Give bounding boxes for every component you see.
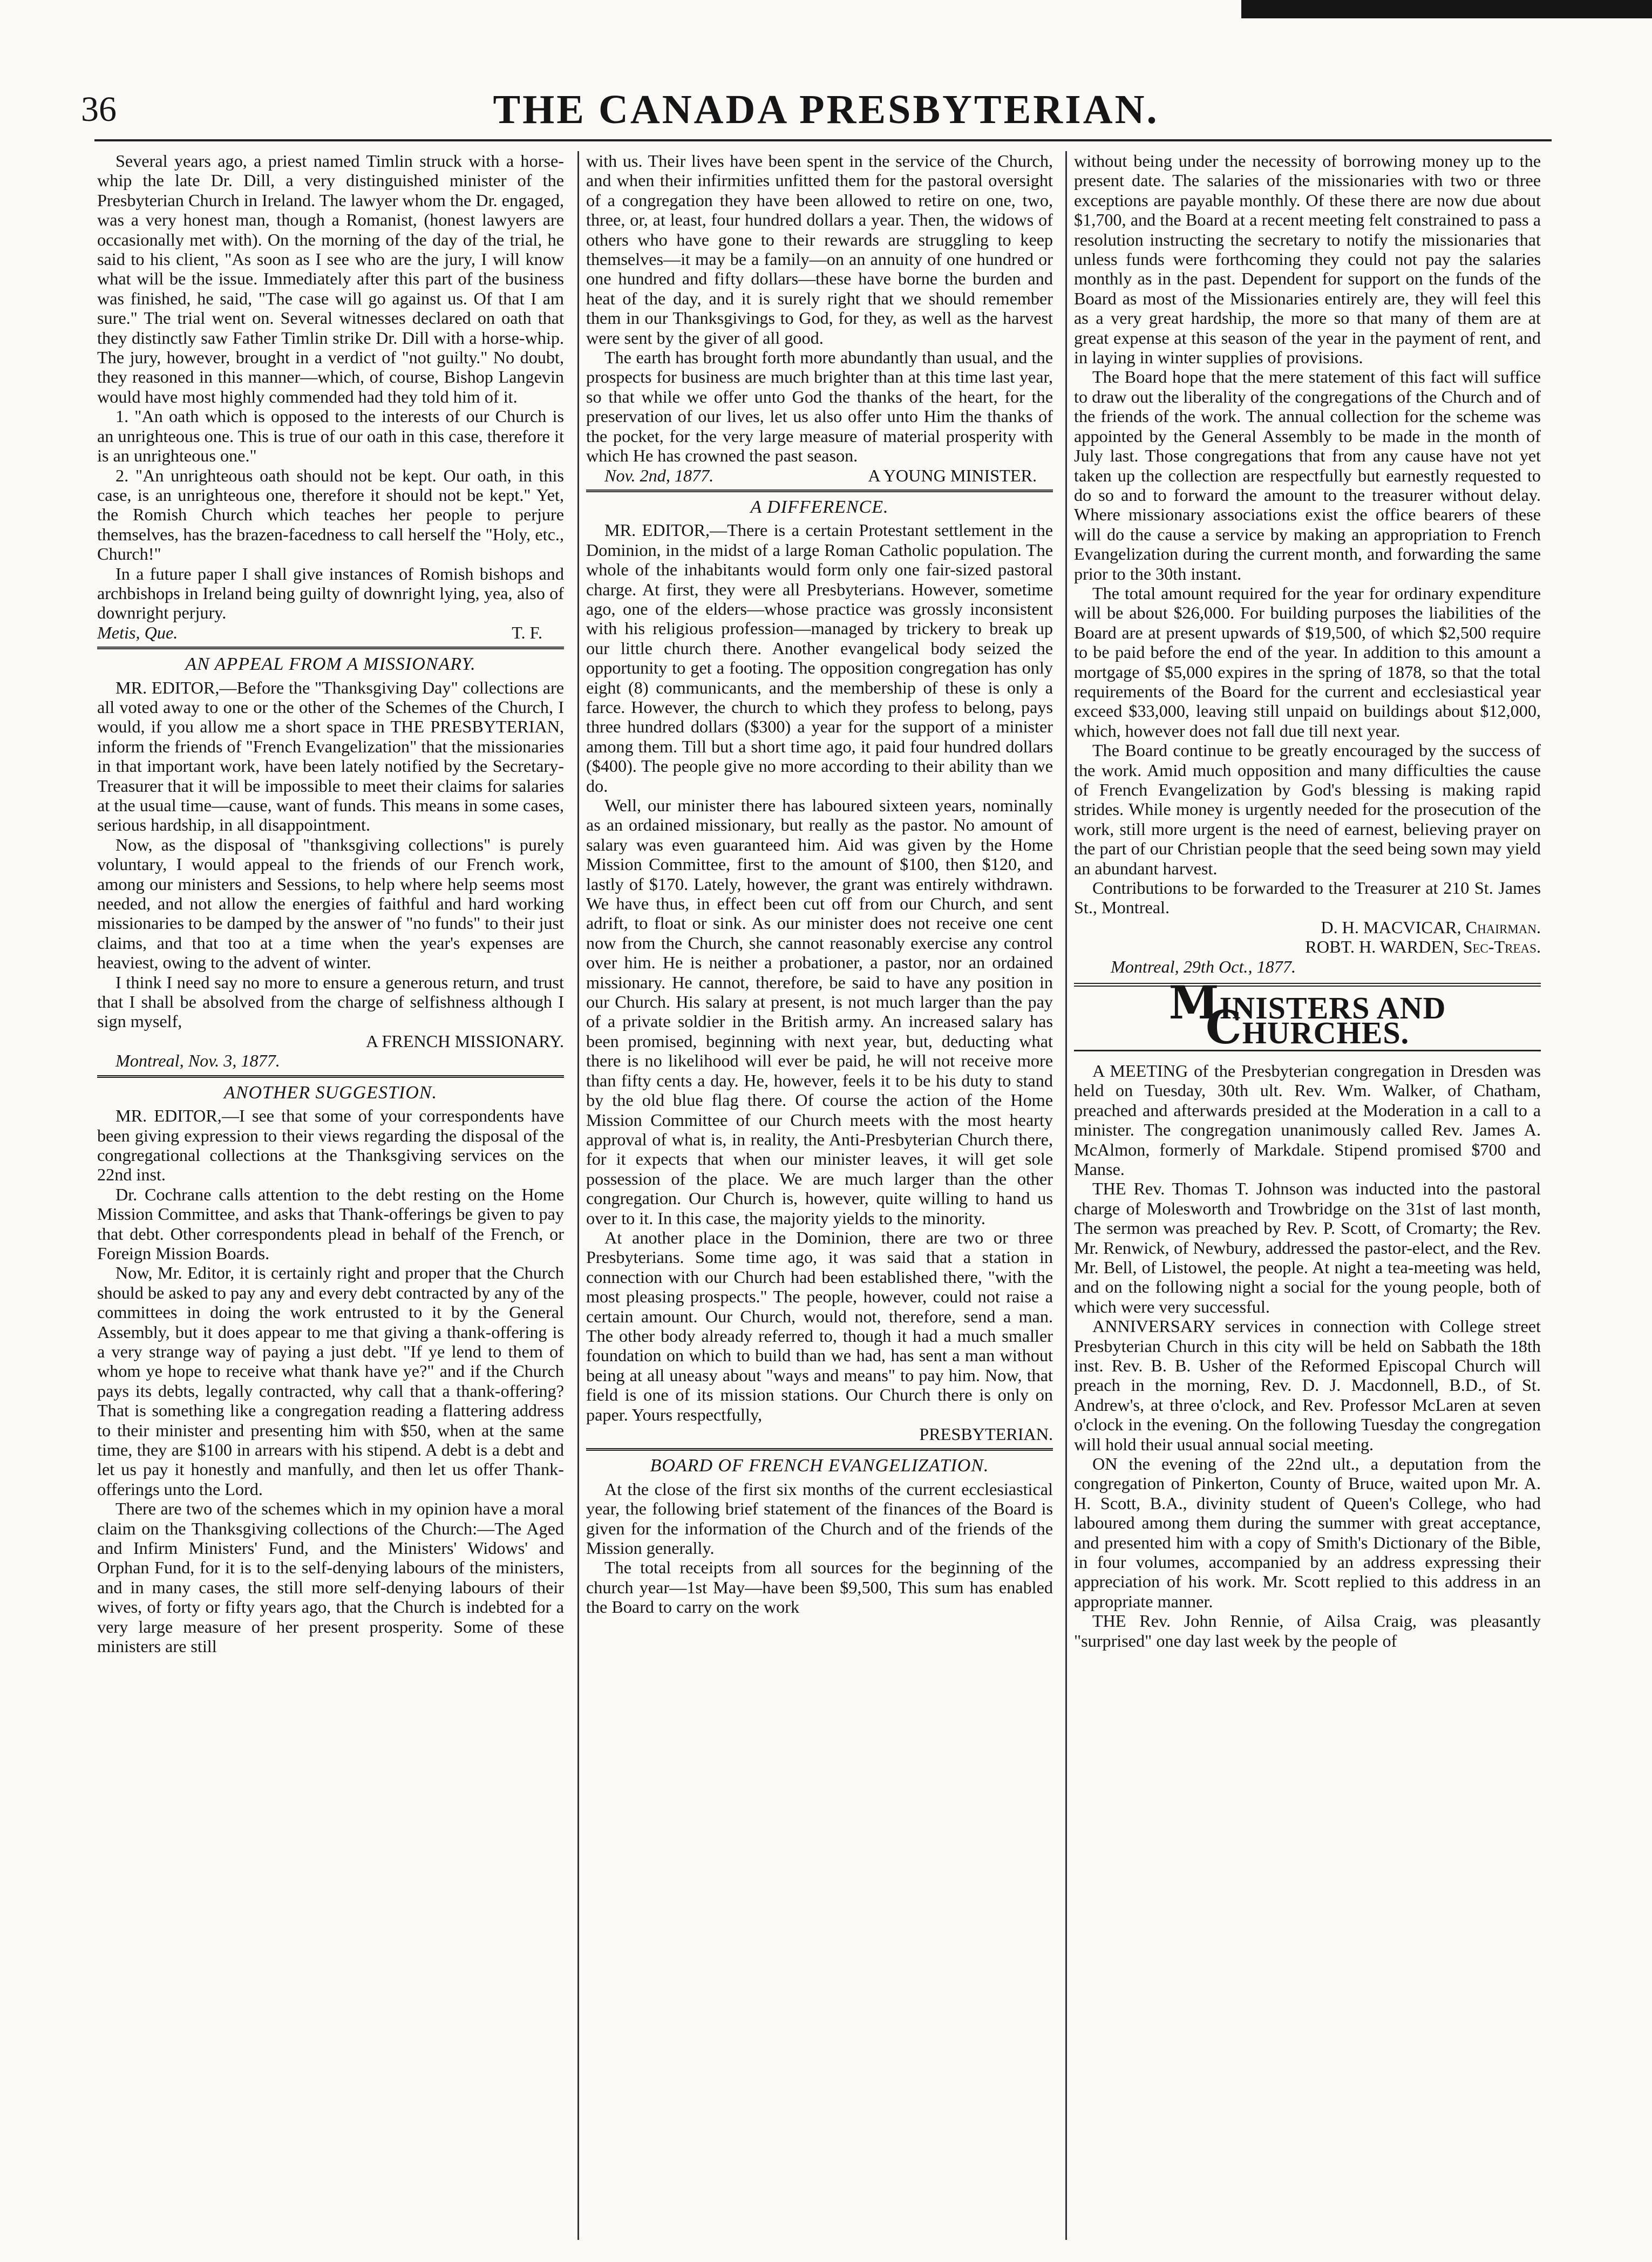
section-heading-initial: M [1168, 976, 1220, 1030]
signature-name: T. F. [512, 622, 542, 642]
article-paragraph: Dr. Cochrane calls attention to the debt resting on the Home Mission Committee, and asks that Thank-offerings be given to pay that debt. Other correspondents plead in behalf of the French, or Foreign Mission Boards. [97, 1184, 564, 1263]
signature-name: A FRENCH MISSIONARY. [366, 1031, 564, 1051]
top-edge-bar [1241, 0, 1652, 18]
signature-place: Montreal, 29th Oct., 1877. [1111, 956, 1296, 976]
section-heading-initial: C [1205, 1001, 1242, 1055]
article-paragraph: At another place in the Dominion, there are two or three Presbyterians. Some time ago, it was said that a station in connection with our Church had been established there, "with the most pleasing prospects." The people, however, could not raise a certain amount. Our Church, would not, therefore, send a man. The other body already referred to, though it had a much smaller foundation on which to build than we had, has sent a man without being at all uneasy about "ways and means" to pay him. Now, that field is one of its mission stations. Our Church there is only on paper. Yours respectfully, [586, 1227, 1053, 1424]
news-item: ON the evening of the 22nd ult., a deputation from the congregation of Pinkerton, County of Bruce, waited upon Mr. A. H. Scott, B.A., divinity student of Queen's College, who had laboured among them during the summer with great acceptance, and presented him with a copy of Smith's Dictionary of the Bible, in four volumes, accompanied by an address expressing their appreciation of his work. Mr. Scott replied to this address in an appropriate manner. [1074, 1454, 1541, 1611]
signature-place: Metis, Que. [97, 622, 178, 642]
article-paragraph: Several years ago, a priest named Timlin struck with a horse-whip the late Dr. Dill, a very distinguished minister of the Presbyterian Church in Ireland. The lawyer whom the Dr. engaged, was a very honest man, though a Romanist, (honest lawyers are occasionally met with). On the morning of the day of the trial, he said to his client, "As soon as I see who are the jury, I will know what will be the issue. Immediately after this part of the business was finished, he said, "The case will go against us. Of that I am sure." The trial went on. Several witnesses declared on oath that they distinctly saw Father Timlin strike Dr. Dill with a horse-whip. The jury, however, brought in a verdict of "not guilty." No doubt, they reasoned in this manner—which, of course, Bishop Langevin would have most highly commended had they told him of it. [97, 151, 564, 406]
article-paragraph: The total receipts from all sources for the beginning of the church year—1st May—have been $9,500, This sum has enabled the Board to carry on the work [586, 1558, 1053, 1617]
article-paragraph: Contributions to be forwarded to the Treasurer at 210 St. James St., Montreal. [1074, 878, 1541, 918]
article-paragraph: The total amount required for the year for ordinary expenditure will be about $26,000. For building purposes the liabilities of the Board are at present upwards of $19,500, of which $2,500 require to be paid before the end of the year. In addition to this amount a mortgage of $5,000 expires in the spring of 1878, so that the total requirements of the Board for the current and ecclesiastical year exceed $33,000, leaving still unpaid on buildings about $12,000, which, however does not fall due till next year. [1074, 583, 1541, 741]
section-heading-text: INISTERS AND [1219, 990, 1446, 1026]
news-item: A MEETING of the Presbyterian congregation in Dresden was held on Tuesday, 30th ult. Rev. Wm. Walker, of Chatham, preached and afterwards presided at the Moderation in a call to a minister. The congregation unanimously called Rev. James A. McAlmon, formerly of Markdale. Stipend promised $700 and Manse. [1074, 1061, 1541, 1179]
article-paragraph: MR. EDITOR,—I see that some of your correspondents have been giving expression to their views regarding the disposal of the congregational collections at the Thanksgiving services on the 22nd inst. [97, 1106, 564, 1185]
news-item: THE Rev. John Rennie, of Ailsa Craig, was pleasantly "surprised" one day last week by the people of [1074, 1611, 1541, 1650]
article-paragraph: The earth has brought forth more abundantly than usual, and the prospects for business are much brighter than at this time last year, so that while we offer unto God the thanks of the heart, for the preservation of our lives, let us also offer unto Him the thanks of the pocket, for the very large measure of material prosperity with which He has crowned the past season. [586, 348, 1053, 466]
article-paragraph: I think I need say no more to ensure a generous return, and trust that I shall be absolved from the charge of selfishness although I sign myself, [97, 972, 564, 1031]
signature-place: Montreal, Nov. 3, 1877. [115, 1051, 280, 1071]
article-paragraph: MR. EDITOR,—There is a certain Protestant settlement in the Dominion, in the midst of a large Roman Catholic population. The whole of the inhabitants would form only one fair-sized pastoral charge. At first, they were all Presbyterians. However, sometime ago, one of the elders—whose practice was grossly inconsistent with his religious profession—managed by trickery to break up our little church there. Another evangelical body seized the opportunity to get a footing. The opposition congregation has only eight (8) communicants, and the membership of these is only a farce. However, the church to which they profess to belong, pays three hundred dollars ($300) a year for the support of a minister among them. Till but a short time ago, it paid four hundred dollars ($400). The people give no more according to their ability than we do. [586, 520, 1053, 796]
news-item: ANNIVERSARY services in connection with College street Presbyterian Church in this city will be held on Sabbath the 18th inst. Rev. B. B. Usher of the Reformed Episcopal Church will preach in the morning, Rev. D. J. Macdonnell, B.D., of St. Andrew's, at three o'clock, and Rev. Professor McLaren at seven o'clock in the evening. On the following Tuesday the congregation will hold their usual annual social meeting. [1074, 1316, 1541, 1454]
masthead-title: THE CANADA PRESBYTERIAN. [493, 87, 1159, 132]
article-paragraph: There are two of the schemes which in my opinion have a moral claim on the Thanksgiving collections of the Church:—The Aged and Infirm Ministers' Fund, and the Ministers' Widows' and Orphan Fund, for it is to the self-denying labours of the ministers, and in many cases, the still more self-denying labours of their wives, of forty or fifty years ago, that the Church is indebted for a very large measure of her present prosperity. Some of these ministers are still [97, 1499, 564, 1656]
column-2 [586, 151, 1053, 1617]
article-heading: AN APPEAL FROM A MISSIONARY. [97, 647, 564, 674]
section-heading-ministers-and-churches [1074, 976, 1541, 1055]
page-number: 36 [81, 90, 117, 129]
news-item: THE Rev. Thomas T. Johnson was inducted into the pastoral charge of Molesworth and Trowbridge on the 31st of last month, The sermon was preached by Rev. P. Scott, of Cromarty; the Rev. Mr. Renwick, of Newbury, addressed the pastor-elect, and the Rev. Mr. Bell, of Listowel, the people. At night a tea-meeting was held, and on the following night a social for the young people, both of which were very successful. [1074, 1179, 1541, 1316]
article-paragraph: In a future paper I shall give instances of Romish bishops and archbishops in Ireland being guilty of downright lying, yea, also of downright perjury. [97, 563, 564, 623]
signature-line [97, 623, 564, 642]
masthead-rule [94, 139, 1552, 141]
signature-name: D. H. MACVICAR, Chairman. [1321, 917, 1541, 937]
signature-place: Nov. 2nd, 1877. [604, 465, 714, 485]
signature-name: A YOUNG MINISTER. [868, 465, 1037, 485]
signature-name: PRESBYTERIAN. [919, 1424, 1053, 1444]
article-paragraph: The Board continue to be greatly encouraged by the success of the work. Amid much opposition and many difficulties the cause of French Evangelization by God's blessing is making rapid strides. While money is urgently needed for the prosecution of the work, still more urgent is the need of earnest, believing prayer on the part of our Christian people that the seed being sown may yield an abundant harvest. [1074, 741, 1541, 878]
article-paragraph: Now, as the disposal of "thanksgiving collections" is purely voluntary, I would appeal to the friends of our French work, among our ministers and Sessions, to help where help seems most needed, and not allow the energies of faithful and hard working missionaries to be damped by the answer of "no funds" to their just claims, and that too at a time when the year's expenses are heaviest, owing to the advent of winter. [97, 834, 564, 973]
article-paragraph: without being under the necessity of borrowing money up to the present date. The salaries of the missionaries with two or three exceptions are payable monthly. Of these there are now due about $1,700, and the Board at a recent meeting felt constrained to pass a resolution instructing the secretary to notify the missionaries that unless funds were forthcoming they could not pay the salaries monthly as in the past. Dependent for support on the funds of the Board as most of the Missionaries entirely are, they will feel this as a very great hardship, the more so that many of them are at great expense at this season of the year in the payment of rent, and in laying in winter supplies of provisions. [1074, 151, 1541, 368]
column-divider-2 [1065, 151, 1067, 2240]
section-heading-text: HURCHES. [1242, 1015, 1410, 1051]
signature-line [586, 466, 1053, 485]
column-3 [1074, 151, 1541, 1650]
article-paragraph: 1. "An oath which is opposed to the interests of our Church is an unrighteous one. This is true of our oath in this case, therefore it is an unrighteous one." [97, 406, 564, 466]
article-heading: BOARD OF FRENCH EVANGELIZATION. [586, 1448, 1053, 1476]
article-heading: ANOTHER SUGGESTION. [97, 1075, 564, 1103]
article-paragraph: 2. "An unrighteous oath should not be kept. Our oath, in this case, is an unrighteous one, therefore it should not be kept." Yet, the Romish Church which teaches her people to perjure themselves, has the brazen-facedness to call herself the "Holy, etc., Church!" [97, 465, 564, 564]
article-paragraph: At the close of the first six months of the current ecclesiastical year, the following brief statement of the finances of the Board is given for the information of the Church and of the friends of the Mission generally. [586, 1479, 1053, 1558]
column-divider-1 [577, 151, 579, 2240]
article-paragraph: Well, our minister there has laboured sixteen years, nominally as an ordained missionary, but really as the pastor. No amount of salary was even guaranteed him. Aid was given by the Home Mission Committee, first to the amount of $100, then $120, and lastly of $170. Lately, however, the grant was entirely withdrawn. We have thus, in effect been cut off from our Church, and sent adrift, to float or sink. As our minister does not receive one cent now from the Church, she cannot reasonably exercise any control over him. He is neither a probationer, a pastor, nor an ordained missionary. He cannot, therefore, be said to have any position in our Church. His salary at present, is not much larger than the pay of a private soldier in the British army. An increased salary has been promised, beginning with next year, but, deducting what there is no likelihood will ever be paid, he will not receive more than fifty cents a day. He, however, feels it to be his duty to stand by the old blue flag there. Of course the action of the Home Mission Committee of our Church meets with the most hearty approval of what is, in reality, the Anti-Presbyterian Church there, for it expects that when our minister leaves, it will get sole possession of the place. We are much larger than the other congregation. Our Church is, however, quite willing to hand us over to it. In this case, the majority yields to the minority. [586, 796, 1053, 1228]
article-paragraph: MR. EDITOR,—Before the "Thanksgiving Day" collections are all voted away to one or the other of the Schemes of the Church, I would, if you allow me a short space in THE PRESBYTERIAN, inform the friends of "French Evangelization" that the missionaries in that important work, have been lately notified by the Secretary-Treasurer that it will be impossible to meet their claims for salaries at the usual time—cause, want of funds. This means in some cases, serious hardship, in all disappointment. [97, 677, 564, 835]
article-paragraph: Now, Mr. Editor, it is certainly right and proper that the Church should be asked to pay any and every debt contracted by any of the committees in doing the work entrusted to it by the General Assembly, but it does appear to me that giving a thank-offering is a very strange way of paying a just debt. "If ye lend to them of whom ye hope to receive what thank have ye?" and if the Church pays its debts, legally contracted, why call that a thank-offering? That is something like a congregation reading a flattering address to their minister and presenting him with $50, when at the same time, they are $100 in arrears with his stipend. A debt is a debt and let us pay it honestly and manfully, and then let us offer Thank-offerings unto the Lord. [97, 1263, 564, 1499]
column-1 [97, 151, 564, 1656]
article-heading: A DIFFERENCE. [586, 490, 1053, 517]
signature-name: ROBT. H. WARDEN, Sec-Treas. [1305, 937, 1541, 957]
article-paragraph: with us. Their lives have been spent in the service of the Church, and when their infirmities unfitted them for the pastoral oversight of a congregation they have been allowed to retire on one, two, three, or, at least, four hundred dollars a year. Then, the widows of others who have gone to their rewards are struggling to keep themselves—it may be a family—on an annuity of one hundred or one hundred and fifty dollars—these have borne the burden and heat of the day, and it is surely right that we should remember them in our Thanksgivings to God, for they, as well as the harvest were sent by the giver of all good. [586, 151, 1053, 348]
article-paragraph: The Board hope that the mere statement of this fact will suffice to draw out the liberality of the congregations of the Church and of the friends of the work. The annual collection for the scheme was appointed by the General Assembly to be made in the month of July last. Those congregations that from any cause have not yet taken up the collection are respectfully but earnestly requested to do so and to forward the amount to the treasurer without delay. Where missionary associations exist the office bearers of these will do the cause a service by making an appropriation to French Evangelization during the current month, and forwarding the same prior to the 30th instant. [1074, 367, 1541, 583]
